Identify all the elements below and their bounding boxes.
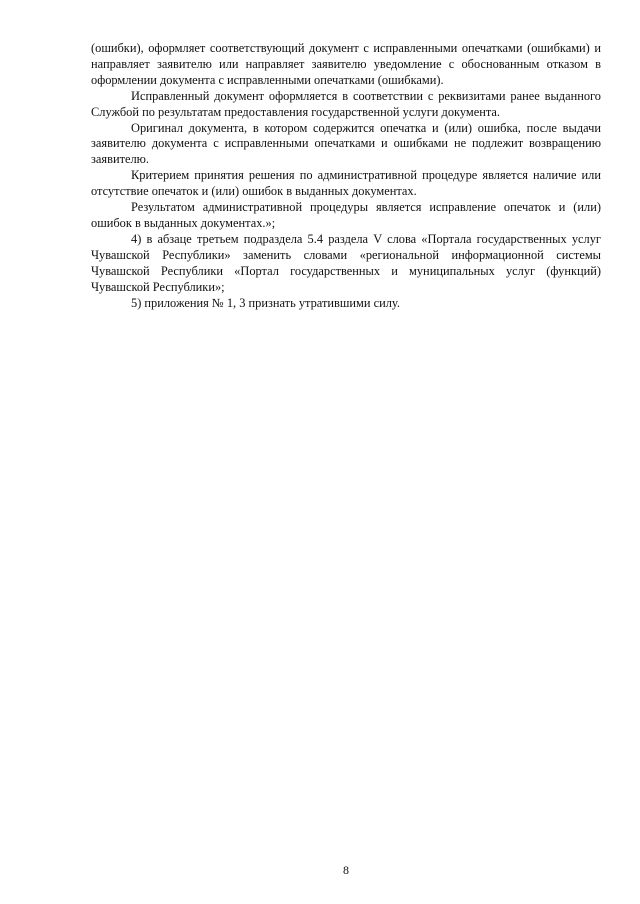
paragraph-decision-criterion: Критерием принятия решения по административной процедуре является наличие или отсутствие опечаток и (или) ошибок в выданных документах. <box>91 168 601 199</box>
paragraph-corrected-document: Исправленный документ оформляется в соответствии с реквизитами ранее выданного Службой по результатам предоставления государственной услуги документа. <box>91 88 601 119</box>
paragraph-amendment-4: 4) в абзаце третьем подраздела 5.4 раздела V слова «Портала государственных услуг Чувашской Республики» заменить словами «региональной информационной системы Чувашской Республики «Портал государственных и муниципальных услуг (функций) Чувашской Республики»; <box>91 231 601 294</box>
paragraph-amendment-5: 5) приложения № 1, 3 признать утратившими силу. <box>131 295 400 310</box>
page-number: 8 <box>343 863 349 877</box>
paragraph-original-document: Оригинал документа, в котором содержится опечатка и (или) ошибка, после выдачи заявителю документа с исправленными опечатками и ошибками не подлежит возвращению заявителю. <box>91 120 601 167</box>
paragraph-continuation: (ошибки), оформляет соответствующий документ с исправленными опечатками (ошибками) и направляет заявителю или направляет заявителю уведомление с обоснованным отказом в оформлении документа с исправленными опечатками (ошибками). <box>91 41 601 87</box>
document-body <box>91 41 601 311</box>
paragraph-procedure-result: Результатом административной процедуры является исправление опечаток и (или) ошибок в выданных документах.»; <box>91 200 601 230</box>
